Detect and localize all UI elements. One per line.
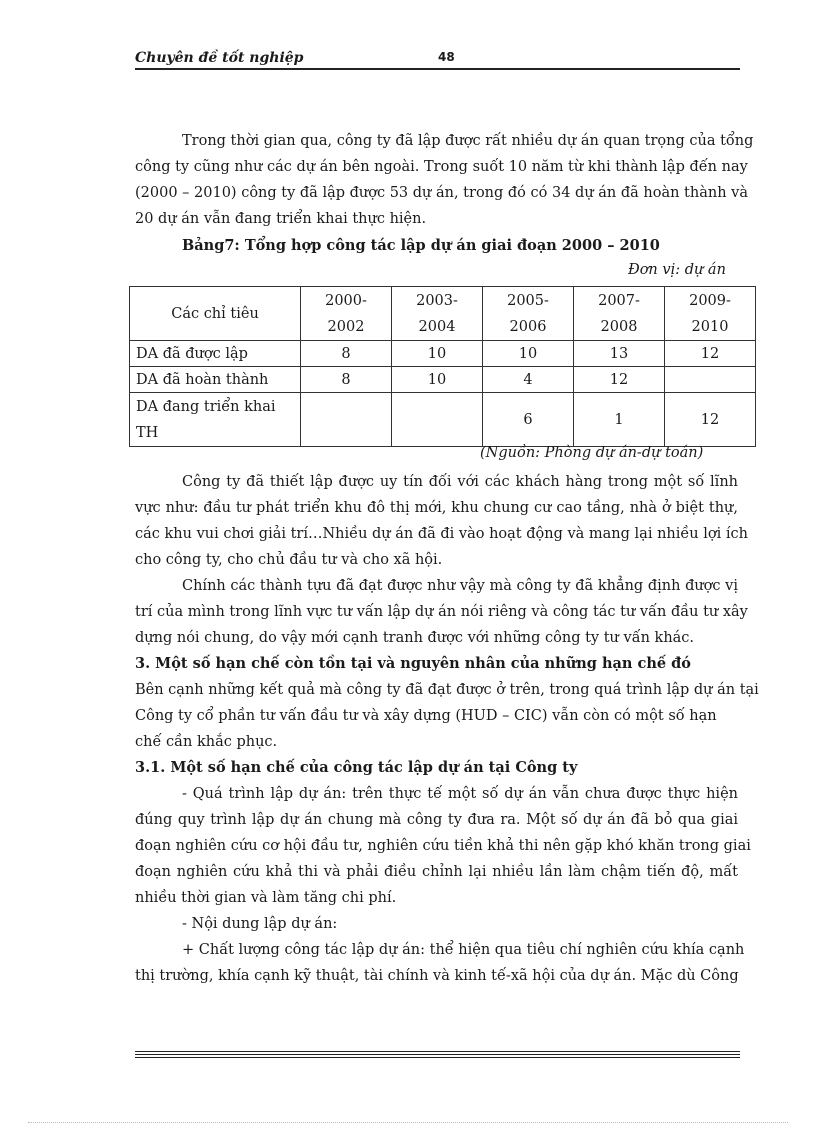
- table-cell: 4: [483, 367, 574, 393]
- process-paragraph: [135, 781, 751, 989]
- table-row-label: DA đang triển khai TH: [130, 393, 301, 447]
- table-header-cell: 2005- 2006: [483, 287, 574, 341]
- text-line: Bên cạnh những kết quả mà công ty đã đạt được ở trên, trong quá trình lập dự án tại: [135, 682, 759, 698]
- footer-rule: [135, 1054, 740, 1055]
- text-line: dựng nói chung, do vậy mới cạnh tranh được với những công ty tư vấn khác.: [135, 630, 695, 646]
- table-cell: 10: [483, 341, 574, 367]
- text-line: vực như: đầu tư phát triển khu đô thị mới, khu chung cư cao tầng, nhà ở biệt thự,: [135, 500, 738, 516]
- projects-table: [129, 286, 756, 447]
- text-line: - Quá trình lập dự án: trên thực tế một số dự án vẫn chưa được thực hiện: [182, 786, 738, 802]
- text-line: các khu vui chơi giải trí…Nhiều dự án đã đi vào hoạt động và mang lại nhiều lợi ích: [135, 526, 748, 542]
- table-header-cell: 2007- 2008: [574, 287, 665, 341]
- footer-rule: [135, 1057, 740, 1058]
- text-line: công ty cũng như các dự án bên ngoài. Trong suốt 10 năm từ khi thành lập đến nay: [135, 159, 748, 175]
- table-cell: 13: [574, 341, 665, 367]
- text-line: Chính các thành tựu đã đạt được như vậy mà công ty đã khẳng định được vị: [182, 578, 738, 594]
- table-cell: 8: [301, 341, 392, 367]
- table-cell: 12: [574, 367, 665, 393]
- table-header-cell: 2009- 2010: [665, 287, 756, 341]
- text-line: đoạn nghiên cứu khả thi và phải điều chỉnh lại nhiều lần làm chậm tiến độ, mất: [135, 864, 738, 880]
- table-cell: 12: [665, 341, 756, 367]
- table-cell: 12: [665, 393, 756, 447]
- text-line: Công ty đã thiết lập được uy tín đối với các khách hàng trong một số lĩnh: [182, 474, 738, 490]
- table-unit: Đơn vị: dự án: [628, 262, 726, 278]
- text-line: (2000 – 2010) công ty đã lập được 53 dự án, trong đó có 34 dự án đã hoàn thành và: [135, 185, 748, 201]
- footer-rule: [135, 1051, 740, 1052]
- section-3-heading: 3. Một số hạn chế còn tồn tại và nguyên nhân của những hạn chế đó: [135, 655, 691, 672]
- table-cell: [665, 367, 756, 393]
- table-cell: 10: [392, 367, 483, 393]
- text-line: - Nội dung lập dự án:: [182, 916, 338, 932]
- table-source: (Nguồn: Phòng dự án-dự toán): [480, 445, 704, 461]
- table-header-cell: 2000- 2002: [301, 287, 392, 341]
- table-row-label: DA đã được lập: [130, 341, 301, 367]
- running-header-title: Chuyên đề tốt nghiệp: [135, 50, 304, 66]
- table-cell: 8: [301, 367, 392, 393]
- table-row-label: DA đã hoàn thành: [130, 367, 301, 393]
- text-line: đoạn nghiên cứu cơ hội đầu tư, nghiên cứu tiền khả thi nên gặp khó khăn trong giai: [135, 838, 751, 854]
- page-number: 48: [438, 50, 455, 64]
- table-title: Bảng7: Tổng hợp công tác lập dự án giai đoạn 2000 – 2010: [182, 237, 660, 254]
- table-cell: [392, 393, 483, 447]
- text-line: Công ty cổ phần tư vấn đầu tư và xây dựng (HUD – CIC) vẫn còn có một số hạn: [135, 708, 717, 724]
- text-line: đúng quy trình lập dự án chung mà công ty đưa ra. Một số dự án đã bỏ qua giai: [135, 812, 738, 828]
- table-row: [130, 341, 756, 367]
- text-line: nhiều thời gian và làm tăng chi phí.: [135, 890, 397, 906]
- header-rule: [135, 68, 740, 70]
- table-header-cell: Các chỉ tiêu: [130, 287, 301, 341]
- reputation-paragraph: [135, 469, 748, 573]
- table-row: [130, 393, 756, 447]
- table-cell: 6: [483, 393, 574, 447]
- section-3-1-heading: 3.1. Một số hạn chế của công tác lập dự án tại Công ty: [135, 759, 578, 776]
- text-line: + Chất lượng công tác lập dự án: thể hiện qua tiêu chí nghiên cứu khía cạnh: [182, 942, 745, 958]
- table-header-row: [130, 287, 756, 341]
- table-cell: 1: [574, 393, 665, 447]
- text-line: 20 dự án vẫn đang triển khai thực hiện.: [135, 211, 427, 227]
- achievement-paragraph: [135, 573, 748, 651]
- table-row: [130, 367, 756, 393]
- text-line: thị trường, khía cạnh kỹ thuật, tài chính và kinh tế-xã hội của dự án. Mặc dù Công: [135, 968, 739, 984]
- text-line: trí của mình trong lĩnh vực tư vấn lập dự án nói riêng và công tác tư vấn đầu tư xây: [135, 604, 748, 620]
- table-cell: 10: [392, 341, 483, 367]
- section-3-paragraph: [135, 677, 759, 755]
- text-line: chế cần khắc phục.: [135, 734, 278, 750]
- text-line: cho công ty, cho chủ đầu tư và cho xã hội.: [135, 552, 443, 568]
- intro-paragraph: [135, 128, 754, 232]
- table-cell: [301, 393, 392, 447]
- text-line: Trong thời gian qua, công ty đã lập được rất nhiều dự án quan trọng của tổng: [182, 133, 754, 149]
- table-header-cell: 2003- 2004: [392, 287, 483, 341]
